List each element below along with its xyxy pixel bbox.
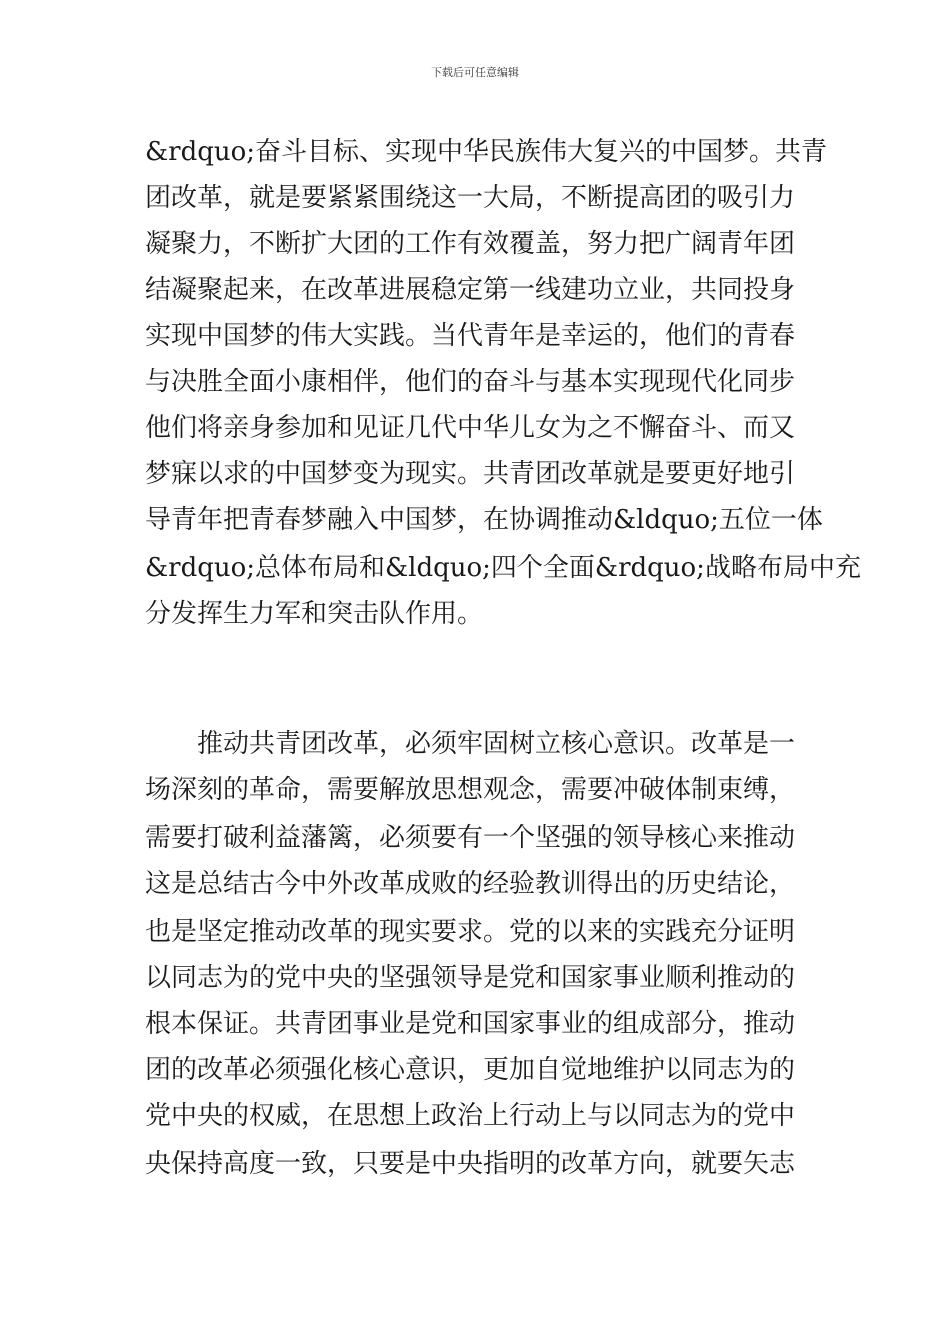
text-line: 凝聚力，不断扩大团的工作有效覆盖，努力把广阔青年团: [145, 229, 796, 259]
text-line: 需要打破利益藩篱，必须要有一个坚强的领导核心来推动: [145, 823, 796, 853]
text-line: 推动共青团改革，必须牢固树立核心意识。改革是一: [197, 729, 796, 759]
text-line: 与决胜全面小康相伴，他们的奋斗与基本实现现代化同步: [145, 367, 796, 397]
text-line: 这是总结古今中外改革成败的经验教训得出的历史结论，: [145, 869, 796, 899]
text-line: 央保持高度一致，只要是中央指明的改革方向，就要矢志: [145, 1149, 796, 1179]
text-line: 团的改革必须强化核心意识，更加自觉地维护以同志为的: [145, 1055, 796, 1085]
text-line: 导青年把青春梦融入中国梦，在协调推动&ldquo;五位一体: [145, 505, 823, 535]
text-line: 场深刻的革命，需要解放思想观念，需要冲破体制束缚，: [145, 775, 796, 805]
text-line: 以同志为的党中央的坚强领导是党和国家事业顺利推动的: [145, 963, 796, 993]
text-line: 根本保证。共青团事业是党和国家事业的组成部分，推动: [145, 1009, 796, 1039]
text-line: 团改革，就是要紧紧围绕这一大局，不断提高团的吸引力: [145, 183, 796, 213]
text-line: 党中央的权威，在思想上政治上行动上与以同志为的党中: [145, 1101, 796, 1131]
text-line: 结凝聚起来，在改革进展稳定第一线建功立业，共同投身: [145, 275, 796, 305]
text-line: 梦寐以求的中国梦变为现实。共青团改革就是要更好地引: [145, 459, 796, 489]
text-line: 实现中国梦的伟大实践。当代青年是幸运的，他们的青春: [145, 321, 796, 351]
text-line: 他们将亲身参加和见证几代中华儿女为之不懈奋斗、而又: [145, 413, 796, 443]
page-header: 下载后可任意编辑: [431, 66, 519, 79]
text-line: 分发挥生力军和突击队作用。: [145, 599, 484, 629]
text-line: &rdquo;奋斗目标、实现中华民族伟大复兴的中国梦。共青: [145, 137, 828, 167]
text-line: &rdquo;总体布局和&ldquo;四个全面&rdquo;战略布局中充: [145, 553, 861, 583]
text-line: 也是坚定推动改革的现实要求。党的以来的实践充分证明: [145, 917, 796, 947]
